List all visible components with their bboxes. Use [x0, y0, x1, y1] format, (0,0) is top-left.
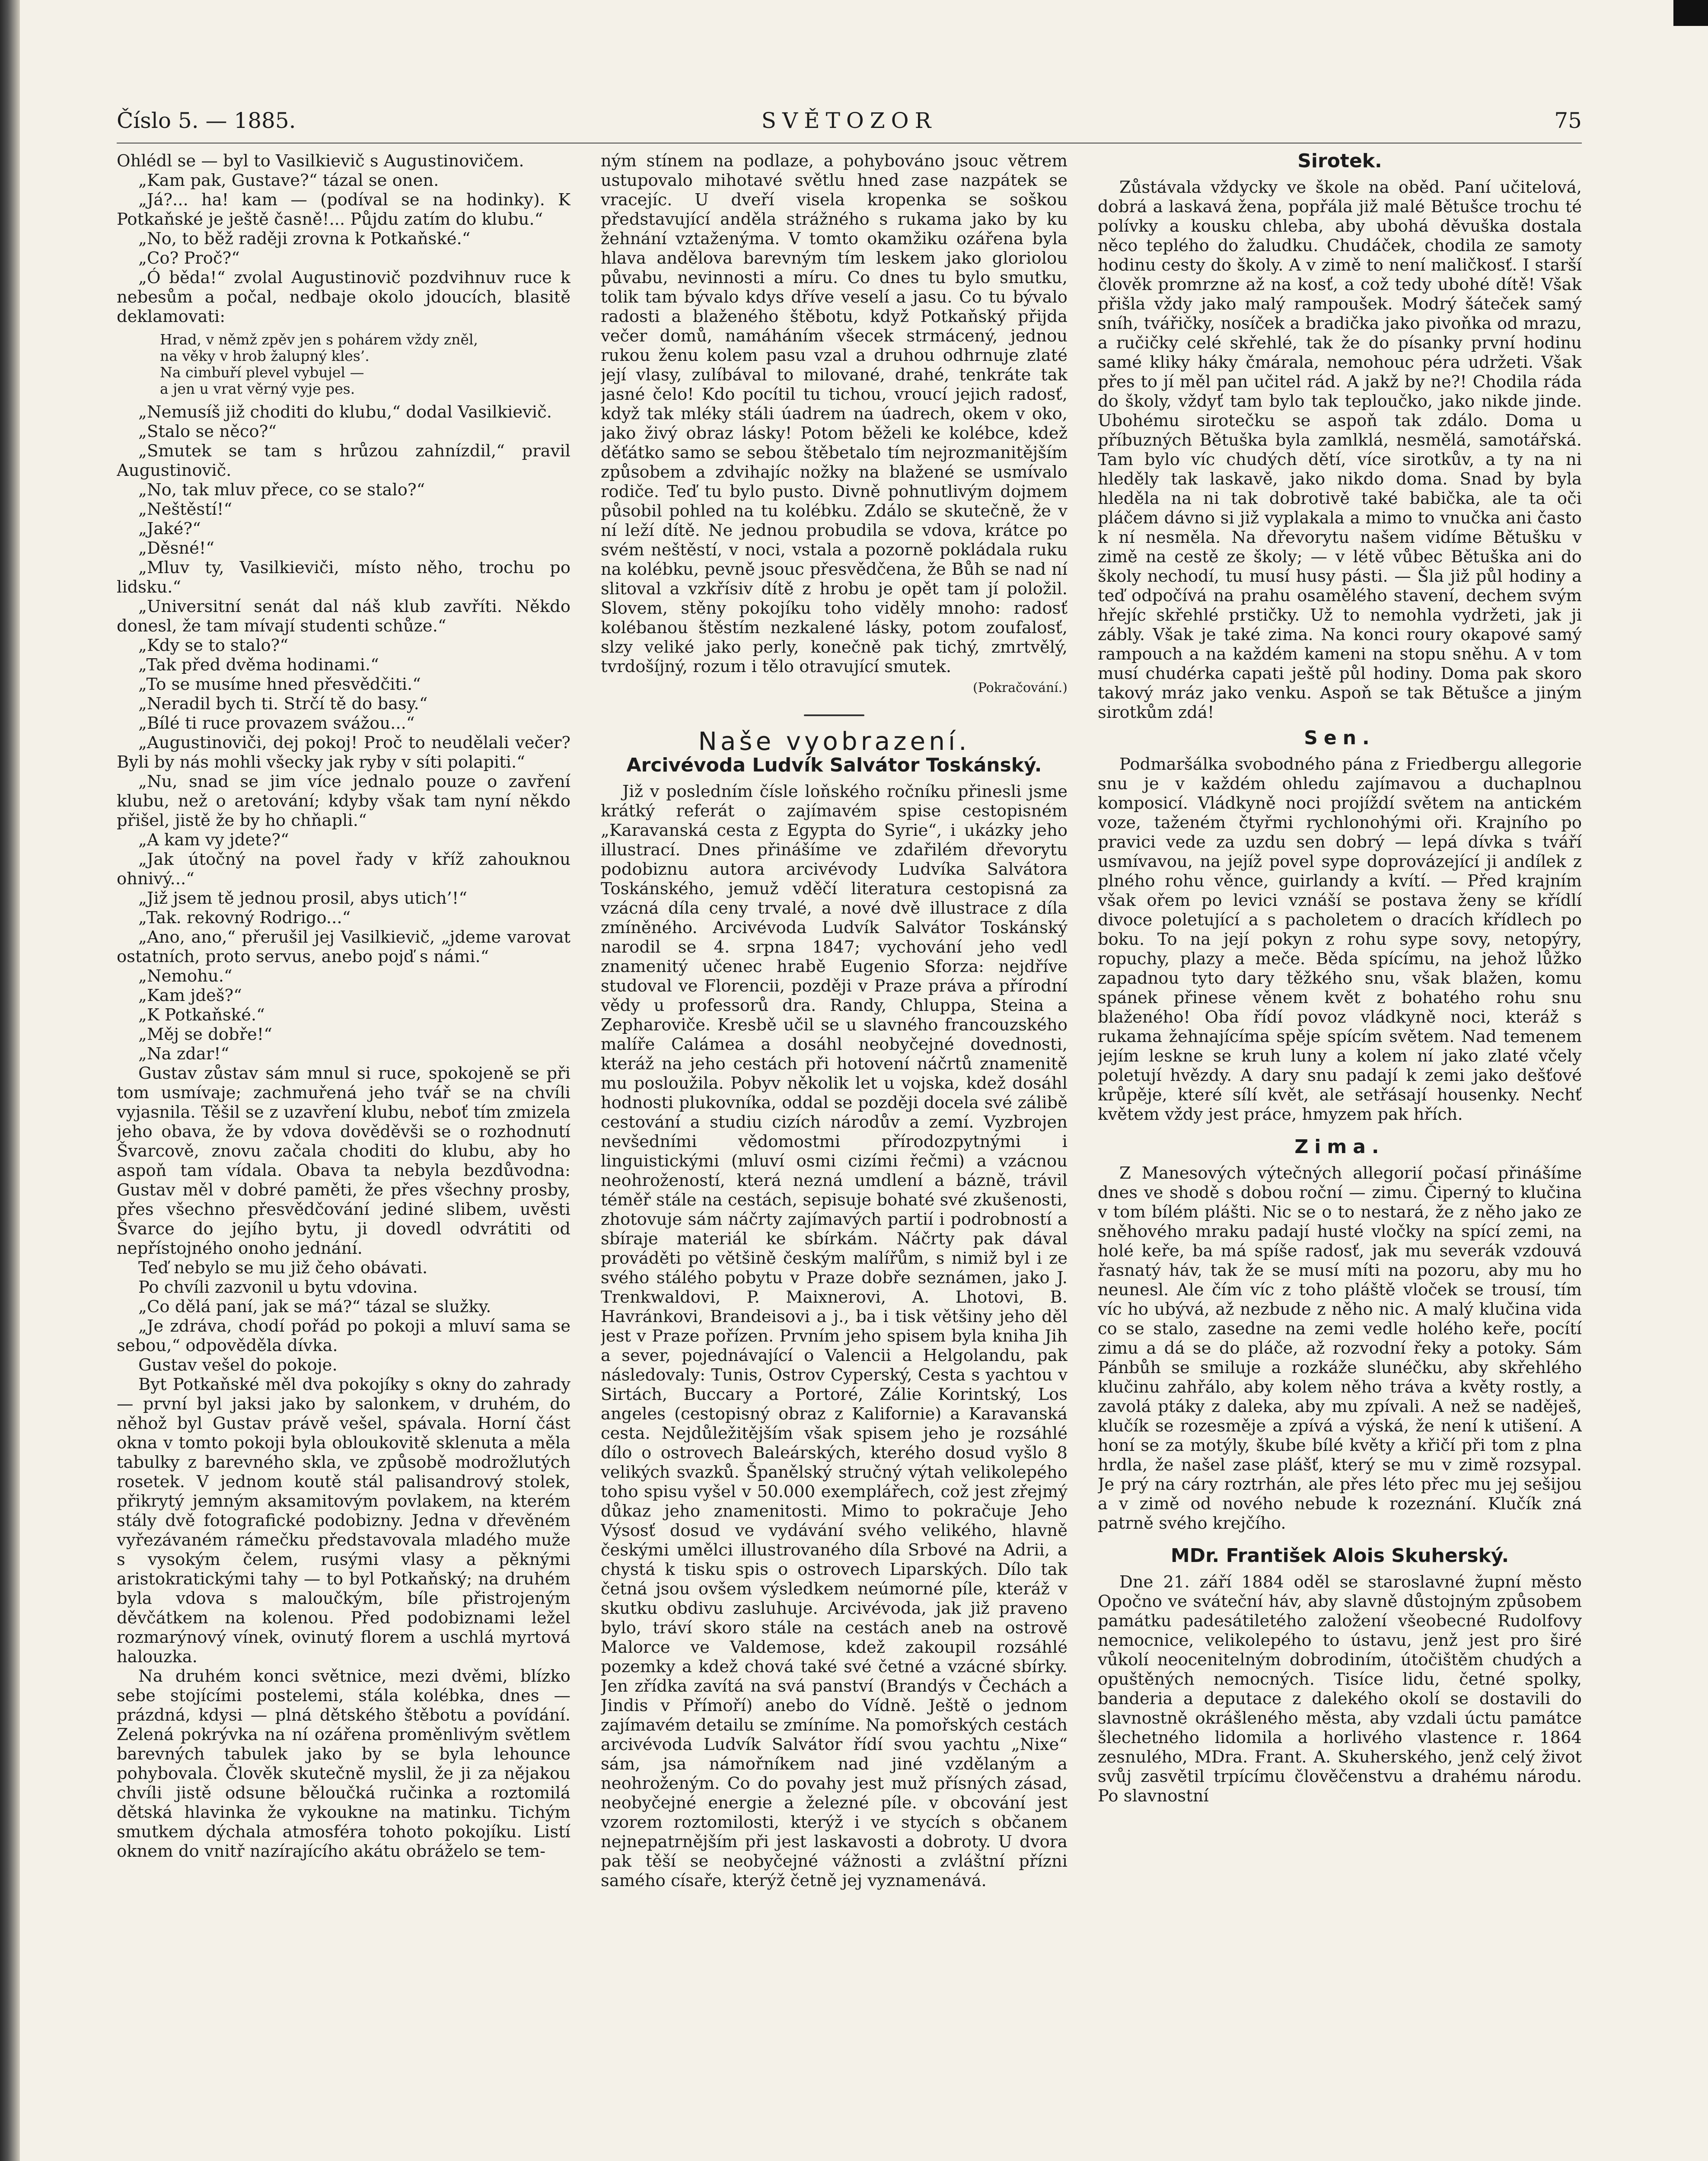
paragraph: „To se musíme hned přesvědčiti.“: [138, 675, 421, 694]
paragraph: „Kam jdeš?“: [138, 986, 242, 1005]
paragraph: „Tak před dvěma hodinami.“: [138, 655, 379, 675]
paragraph: Teď nebylo se mu již čeho obávati.: [138, 1258, 428, 1278]
paragraph: „Již jsem tě jednou prosil, abys utich’!“: [138, 889, 468, 908]
article-title-sirotek: Sirotek.: [1297, 151, 1382, 172]
verse-line: a jen u vrat věrný vyje pes.: [160, 380, 355, 397]
paragraph: „Co dělá paní, jak se má?“ tázal se služky.: [138, 1297, 491, 1316]
scan-corner-mark: [1673, 0, 1708, 26]
article-title-sen: Sen.: [1304, 727, 1376, 749]
paragraph: „Smutek se tam s hrůzou zahnízdil,“ pravil Augustinovič.: [117, 441, 570, 480]
paragraph: „Tak. rekovný Rodrigo...“: [138, 908, 351, 928]
paragraph: „No, to běž raději zrovna k Potkaňské.“: [138, 229, 471, 249]
article-title: Arcivévoda Ludvík Salvátor Toskánský.: [626, 754, 1042, 776]
verse-line: Na cimbuří plevel vybujel —: [160, 364, 364, 381]
paragraph: „Kdy se to stalo?“: [138, 636, 289, 655]
paragraph: „Já?... ha! kam — (podíval se na hodinky). K Potkaňské je ještě časně!... Půjdu zatím do klubu.“: [117, 190, 570, 229]
paragraph: „A kam vy jdete?“: [138, 830, 289, 850]
paragraph: „Neradil bych ti. Strčí tě do basy.“: [138, 694, 428, 714]
scan-binding-shadow: [0, 0, 20, 2161]
paragraph: Ohlédl se — byl to Vasilkievič s Augustinovičem.: [117, 151, 524, 171]
column-2: [601, 151, 1068, 2161]
paragraph: „Bílé ti ruce provazem svážou...“: [138, 714, 415, 733]
paragraph: Již v posledním čísle loňského ročníku přinesli jsme krátký referát o zajímavém spise cestopisném „Karavanská cesta z Egypta do Syrie“, i ukázky jeho illustrací. Dnes přinášíme ve zdařilém dřevorytu podobiznu autora arcivévody Ludvíka Salvátora Toskánského, jemuž vděčí literatura cestopisná za vzácná díla ceny trvalé, a nové dvě illustrace z díla zmíněného. Arcivévoda Ludvík Salvátor Toskánský narodil se 4. srpna 1847; vychování jeho vedl znamenitý učenec hrabě Eugenio Sforza: nejdříve studoval ve Florencii, později v Praze práva a přírodní vědy u professorů dra. Randy, Chluppa, Steina a Zepharoviče. Kresbě učil se u slavného francouzského malíře Calámea a dosáhl neobyčejné dovednosti, kteráž na jeho cestách při hotovení náčrtů znamenitě mu posloužila. Pobyv několik let u vojska, kdež dosáhl hodnosti plukovníka, oddal se později docela své zálibě cestování a studiu cizích národův a zemí. Vyzbrojen nevšedními vědomostmi přírodozpytnými i linguistickými (mluví osmi cizími řečmi) a vzácnou neohrožeností, která nezná umdlení a bázně, trávil téměř stále na cestách, sepisuje bohaté své zkušenosti, zhotovuje sám náčrty zajímavých partií i podrobností a sbíraje materiál ke sbírkám. Náčrty pak dával prováděti po většině českým malířům, s nimiž byl i ze svého stálého pobytu v Praze dobře seznámen, jako J. Trenkwaldovi, P. Maixnerovi, A. Lhotovi, B. Havránkovi, Brandeisovi a j., ba i tisk většiny jeho děl jest v Praze pořízen. Prvním jeho spisem byla kniha Jih a sever, pojednávající o Valencii a Helgolandu, pak následovaly: Tunis, Ostrov Cyperský, Cesta s yachtou v Sirtách, Buccary a Portoré, Zálie Korintský, Los angeles (cestopisný obraz z Kalifornie) a Karavanská cesta. Nejdůležitějším však spisem jeho je rozsáhlé dílo o ostrovech Baleárských, kteréhо dosud vyšlo 8 velikých svazků. Španělský stručný výtah velikolepého toho spisu vyšel v 50.000 exemplářech, což jest zřejmý důkaz jeho znamenitosti. Mimo to pokračuje Jeho Výsosť dosud ve vydávání svého velikého, hlavně českými umělci illustrovaného díla Srbové na Adrii, a chystá k tisku spis o ostrovech Liparských. Dílo tak četná jsou ovšem výsledkem neúmorné píle, kteráž v skutku obdivu zasluhuje. Arcivévoda, jak již praveno bylo, tráví skoro stále na cestách aneb na ostrově Malorce ve Valdemose, kdež zakoupil rozsáhlé pozemky a kdež chová také své četné a vzácné sbírky. Jen zřídka zavítá na svá panství (Brandýs v Čechách a Jindis v Přímoří) anebo do Vídně. Ještě o jednom zajímavém detailu se zmíníme. Na pomořských cestách arcivévoda Ludvík Salvátor řídí svou yachtu „Nixe“ sám, jsa námořníkem nad jiné vzdělaným a neohroženým. Co do povahy jest muž přísných zásad, neobyčejné energie a železné píle. v obcování jest vzorem roztomilosti, kterýž i ve stycích s občanem nejnepatrnějším při jest laskavosti a dobroty. U dvora pak těší se neobyčejné vážnosti a zvláštní přízni samého císaře, kterýž četně jej vyznamenává.: [601, 782, 1068, 1890]
continuation-note: (Pokračování.): [973, 680, 1068, 695]
verse-line: Hrad, v němž zpěv jen s pohárem vždy zněl,: [160, 331, 478, 348]
poem-quote: [160, 331, 570, 397]
paragraph: Z Manesových výtečných allegorií počasí přinášíme dnes ve shodě s dobou roční — zimu. Čiperný to klučina v tom bílém plášti. Nic se o to nestará, že z něho jako ze sněhového mraku padají husté vločky na spící zemi, na holé keře, ba má spíše radosť, jak mu severák vzdouvá řasnatý háv, tak že se musí míti na pozoru, aby mu ho neunesl. Ale čím víc z toho pláště vloček se trousí, tím víc ho ubývá, až nezbude z něho nic. A malý klučina vida co se stalo, zasedne na zemi vedle holého keře, pocítí zimu a dá se do pláče, až rozvodní řeky a potoky. Sám Pánbůh se smiluje a rozkáže slunéčku, aby skřehlého klučinu zahřálo, aby kolem něho tráva a květy rostly, a zavolá ptáky z daleka, aby mu zpívali. A než se naděješ, klučík se rozesměje a zpívá a výská, že není k utišení. A honí se za motýly, škube bílé květy a křičí při tom z plna hrdla, že našel zase plášť, který se mu v zimě rozsypal. Je prý na cáry roztrhán, ale přes léto přec mu jej sešijou a v zimě od nového nebude k rozeznání. Klučík zná patrně svého krejčího.: [1098, 1163, 1582, 1533]
paragraph: „K Potkaňské.“: [138, 1005, 265, 1025]
page-number: 75: [1554, 108, 1582, 133]
paragraph: „Na zdar!“: [138, 1044, 229, 1064]
issue-number: Číslo 5. — 1885.: [117, 108, 296, 133]
section-divider: [601, 704, 1068, 724]
paragraph: „Jaké?“: [138, 519, 201, 539]
paragraph: „Mluv ty, Vasilkieviči, místo něho, trochu po lidsku.“: [117, 558, 570, 597]
paragraph: Gustav vešel do pokoje.: [138, 1355, 338, 1375]
paragraph: Byt Potkaňské měl dva pokojíky s okny do zahrady — první byl jaksi jako by salonkem, v druhém, do něhož byl Gustav právě vešel, spávala. Horní část okna v tomto pokoji byla obloukovitě sklenuta a měla tabulky z barevného skla, ve způsobě modrožlutých rosetek. V jednom koutě stál palisandrový stolek, přikrytý jemným aksamitovým povlakem, na kterém stály dvě fotografické podobizny. Jedna v dřevěném vyřezávaném rámečku představovala mladého muže s vysokým čelem, rusými vlasy a pěknými aristokratickými tahy — to byl Potkaňský; na druhém byla vdova s maloučkým, bíle přistrojeným děvčátkem na kolenou. Před podobiznami ležel rozmarýnový vínek, ovinutý florem a uschlá myrtová halouzka.: [117, 1375, 570, 1667]
paragraph: „Měj se dobře!“: [138, 1025, 272, 1044]
paragraph: „Jak útočný na povel řady v kříž zahouknou ohnivý...“: [117, 850, 570, 889]
paragraph: „Ó běda!“ zvolal Augustinovič pozdvihnuv ruce k nebesům a počal, nedbaje okolo jdoucích, blasitě deklamovati:: [117, 268, 570, 326]
paragraph: „Nu, snad se jim více jednalo pouze o zavření klubu, než o aretování; kdyby však tam nyní někdo přišel, jistě že by ho chňapli.“: [117, 772, 570, 830]
paragraph: „Je zdráva, chodí pořád po pokoji a mluví sama se sebou,“ odpověděla dívka.: [117, 1316, 570, 1355]
paragraph: „Děsné!“: [138, 539, 215, 558]
verse-line: na věky v hrob žalupný kles’.: [160, 347, 370, 364]
newspaper-page: [117, 99, 1582, 2161]
paragraph: „Nemohu.“: [138, 966, 233, 986]
article-title-zima: Zima.: [1294, 1136, 1385, 1158]
paragraph: „Nemusíš již choditi do klubu,“ dodal Vasilkievič.: [138, 402, 552, 422]
paragraph: Gustav zůstav sám mnul si ruce, spokojeně se při tom usmívaje; zachmuřená jeho tvář se na chvíli vyjasnila. Těšil se z uzavření klubu, neboť tím zmizela jeho obava, že by vdova dověděvši se o rozhodnutí Švarcově, znovu začala choditi do klubu, aby ho aspoň tam vídala. Obava ta nebyla bezdůvodna: Gustav měl v dobré paměti, že přes všechny prosby, přes všechno přesvědčování jediné slibem, uvěsti Švarce do jejího bytu, ji dovedl odvrátiti od nepřístojného onoho jednání.: [117, 1064, 570, 1258]
paragraph: „Kam pak, Gustave?“ tázal se onen.: [138, 171, 439, 190]
section-title: Naše vyobrazení.: [698, 727, 970, 756]
paragraph: „Neštěstí!“: [138, 500, 233, 519]
paragraph: „No, tak mluv přece, co se stalo?“: [138, 480, 425, 500]
paragraph: „Stalo se něco?“: [138, 422, 277, 441]
paragraph: „Augustinoviči, dej pokoj! Proč to neudělali večer? Byli by nás mohli všecky jak ryby v síti polapiti.“: [117, 733, 570, 772]
column-3: [1098, 151, 1582, 2161]
paragraph: ným stínem na podlaze, a pohybováno jsouc větrem ustupovalo mihotavé světlu hned zase nazpátek se vracejíc. U dveří visela kropenka se soškou představující anděla strážného s rukama jako by ku žehnání vztaženýma. V tomto okamžiku ozářena byla hlava andělova barevným tím leskem jako gloriolou půvabu, nevinnosti a míru. Co dnes tu bylo smutku, tolik tam bývalo kdys dříve veselí a jasu. Co tu bývalo radosti a blaženého štěbotu, když Potkaňský přijda večer domů, namáháním všecek strmácený, jednou rukou ženu kolem pasu vzal a druhou odhrnuje zlaté její vlasy, zulíbával to milované, drahé, tenkráte tak jasné čelo! Kdo pocítil tu tichou, vroucí jejich radosť, když tak mléky stáli úadrem na úadrech, okem v oko, jako živý obraz lásky! Potom běželi ke kolébce, kdež děťátko samo se sebou štěbetalo tím nejrozmanitějším způsobem a zdvihajíc nožky na blažené se usmívalo rodiče. Teď tu bylo pusto. Divně pohnutlivým dojmem působil pohled na tu kolébku. Zdálo se skutečně, že v ní leží dítě. Ne jednou probudila se vdova, krátce po svém neštěstí, v noci, vstala a pozorně pokládala ruku na kolébku, pevně jsouc přesvědčena, že Bůh se nad ní slitoval a vzkřísiv dítě z hrobu je opět tam jí položil. Slovem, stěny pokojíku toho viděly mnoho: radosť kolébanou štěstím nezkalené lásky, potom zoufalosť, slzy veliké jako perly, konečně pak tichý, zmrtvělý, tvrdošíjný, rozum i tělo otravující smutek.: [601, 151, 1068, 676]
article-title-skuhersky: MDr. František Alois Skuherský.: [1170, 1545, 1509, 1567]
paragraph: Dne 21. září 1884 oděl se staroslavné župní město Opočno ve sváteční háv, aby slavně důstojným způsobem památku padesátiletého založení všeobecné Rudolfovy nemocnice, velikolepého to ústavu, jenž jest pro širé vůkolí neocenitelným dobrodiním, útočištěm chudých a opuštěných nemocných. Tisíce lidu, četné spolky, banderia a deputace z dalekého okolí se dostavili do slavnostně okrášleného města, aby vzdali úctu památce šlechetného lidomila a horlivého vlastence r. 1864 zesnulého, MDra. Frant. A. Skuherského, jenž celý život svůj zasvětil trpícímu člověčenstvu a drahému národu. Po slavnostní: [1098, 1572, 1582, 1806]
paragraph: „Ano, ano,“ přerušil jej Vasilkievič, „jdeme varovat ostatních, proto servus, anebo pojď s námi.“: [117, 928, 570, 966]
paragraph: Na druhém konci světnice, mezi dvěmi, blízko sebe stojícími postelemi, stála kolébka, dnes — prázdná, kdysi — plná dětského štěbotu a povídání. Zelená pokrývka na ní ozářena proměnlivým světlem barevných tabulek jako by se byla lehounce pohybovala. Člověk skutečně myslil, že ji za nějakou chvíli jistě odsune běloučká ručinka a roztomilá dětská hlavinka že vykoukne na matinku. Tichým smutkem dýchala atmosféra tohoto pokojíku. Listí oknem do vnitř nazírajícího akátu obráželo se tem-: [117, 1667, 570, 1861]
paragraph: Podmaršálka svobodného pána z Friedbergu allegorie snu je v každém ohledu zajímavou a duchaplnou komposicí. Vládkyně noci projíždí světem na antickém voze, taženém čtyřmi rychlonohými oři. Krajního po pravici vede za uzdu sen dobrý — lepá dívka s tváří usmívavou, na jejíž povel sype doprovázející ji andílek z plného rohu věnce, guirlandy a kvítí. — Před krajním však ořem po levici vznáší se postava ženy se křídlí divoce poletující a s pacholetem o dracích křídlech po boku. To na její pokyn z rohu sype sovy, netopýry, ropuchy, plazy a meče. Běda spícímu, na jehož lůžko zapadnou tyto dary těžkého snu, však blažen, komu spánek přinese věnem květ z bohatého rohu snu blaženého! Oba řídí povoz vládkyně noci, kteráž s rukama žehnajícíma spěje spícím světem. Nad temenem jejím leskne se kruh luny a kolem ní jako zlaté včely poletují hvězdy. A dary snu padají k zemi jako dešťové krůpěje, které sílí květ, ale setřásají housenky. Nechť květem vždy jest práce, hmyzem pak hřích.: [1098, 755, 1582, 1124]
paragraph: Po chvíli zazvonil u bytu vdovina.: [138, 1278, 418, 1297]
running-head: [117, 108, 1582, 143]
column-1: [117, 151, 570, 2161]
paragraph: „Co? Proč?“: [138, 249, 240, 268]
paragraph: Zůstávala vždycky ve škole na oběd. Paní učitelová, dobrá a laskavá žena, popřála již malé Bětušce trochu té polívky a kousku chleba, aby ubohá děvuška dostala něco teplého do žaludku. Chudáček, chodila ze samoty hodinu cesty do školy. A v zimě to není maličkosť. I starší člověk promrzne až na kosť, a což tedy ubohé dítě! Však přišla vždy jako malý rampoušek. Modrý šáteček samý sníh, tvářičky, nosíček a bradička jako pivoňka od mrazu, a ručičky celé skřehlé, tak že do písanky první hodinu samé kliky háky čmárala, nemohouc péra udržeti. Však přes to jí měl pan učitel rád. A jakž by ne?! Chodila ráda do školy, vždyť tam bylo tak teploučko, jako nikde jinde. Ubohému sirotečku se aspoň tak zdálo. Doma u příbuzných Bětuška byla zamlklá, nesmělá, samotářská. Tam bylo víc chudých dětí, více sirotkův, a ty na ni hleděly tak laskavě, jako nikdo doma. Snad by byla hleděla na ni tak dobrotivě také babička, ale ta oči pláčem dávno si již vyplakala a mimo to vnučka ani často k ní nesměla. Na dřevorytu našem vidíme Bětušku v zimě na cestě ze školy; — v létě vůbec Bětuška ani do školy nechodí, tu musí husy pásti. — Šla již půl hodiny a teď odpočívá na prahu osamělého stavení, dechem svým hřejíc skřehlé prstičky. Už to nemohla vydržeti, jak ji zábly. Však je také zima. Na konci roury okapové samý rampouch a na každém kameni na stopu sněhu. A v tom musí chudérka capati ještě půl hodiny. Doma pak skoro takový mráz jako venku. Aspoň se tak Bětušce a jiným sirotkům zdá!: [1098, 178, 1582, 722]
paragraph: „Universitní senát dal náš klub zavříti. Někdo donesl, že tam mívají studenti schůze.“: [117, 597, 570, 636]
publication-title: SVĚTOZOR: [761, 108, 937, 133]
